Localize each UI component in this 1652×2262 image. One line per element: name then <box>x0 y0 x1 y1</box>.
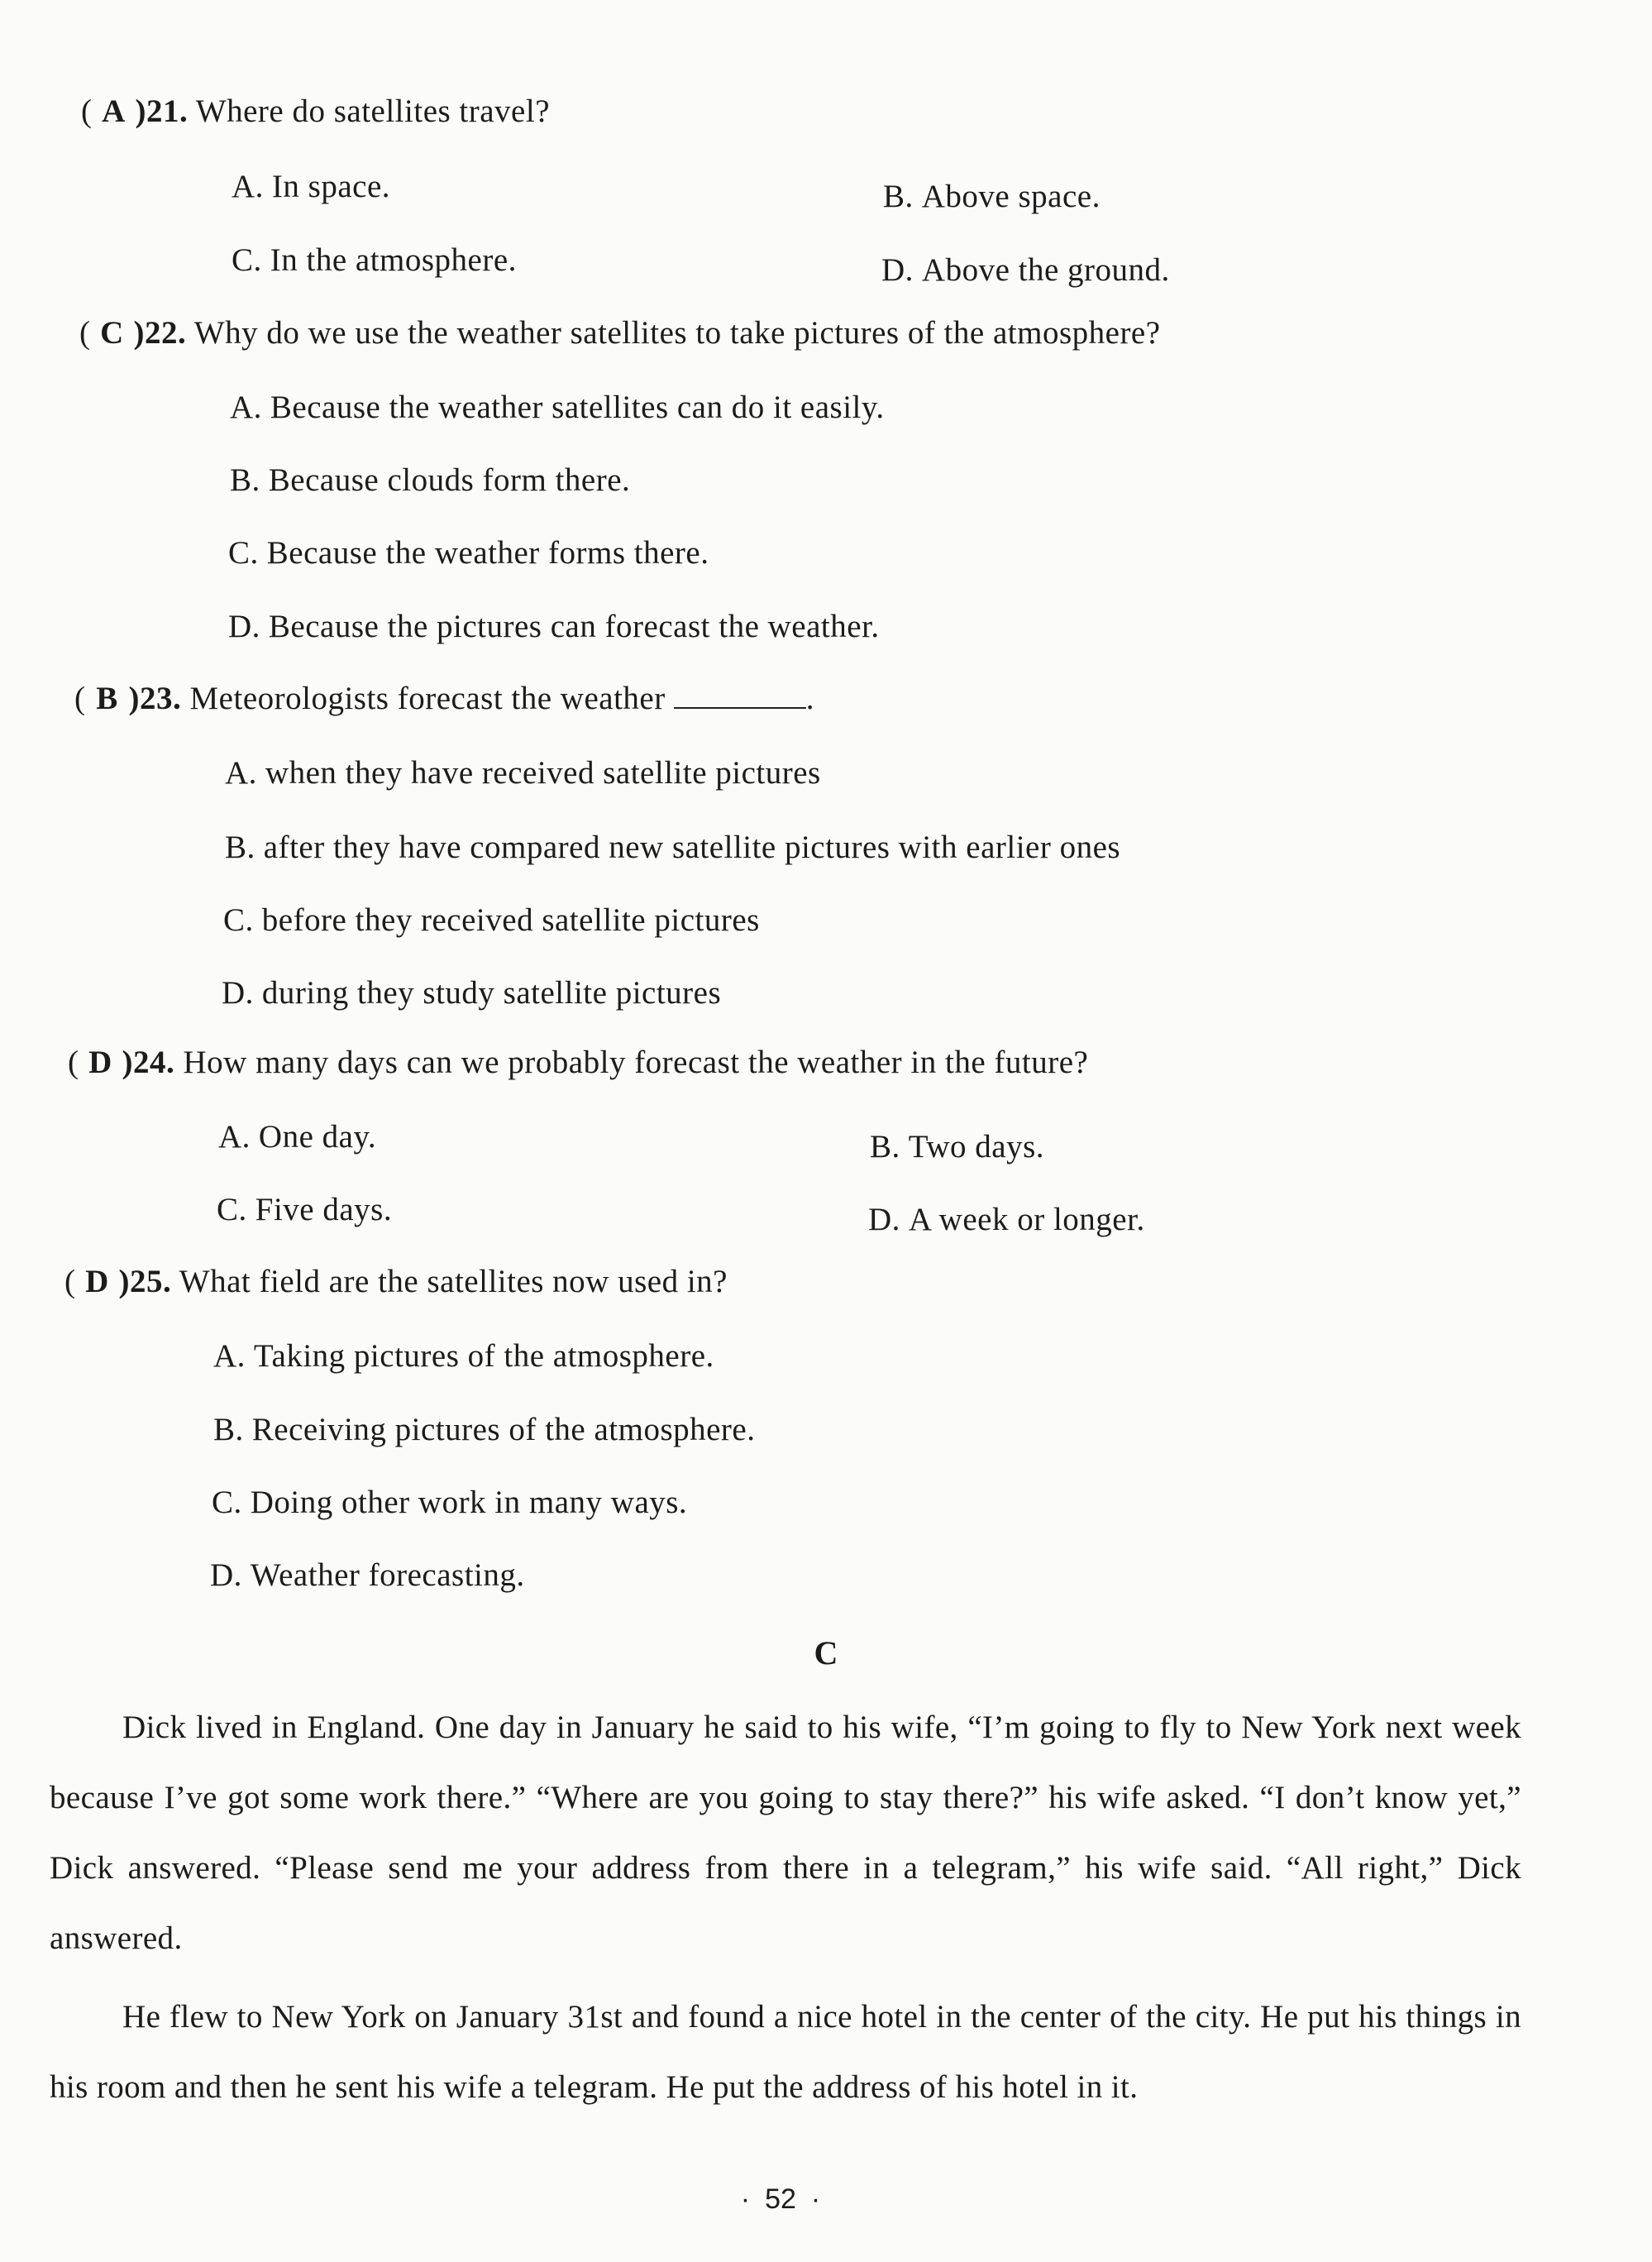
question-text: Where do satellites travel? <box>195 93 551 129</box>
option-23-c: C. before they received satellite pictures <box>223 902 760 938</box>
question-number: )21. <box>135 93 189 129</box>
question-text: What field are the satellites now used in? <box>179 1264 728 1299</box>
question-21: ( A )21. Where do satellites travel? <box>81 93 550 132</box>
answer-mark: B <box>96 681 118 716</box>
option-22-b: B. Because clouds form there. <box>230 462 631 498</box>
option-24-b: B. Two days. <box>870 1129 1045 1164</box>
answer-mark: D <box>88 1045 112 1080</box>
option-25-d: D. Weather forecasting. <box>210 1557 525 1593</box>
option-22-d: D. Because the pictures can forecast the weather. <box>228 609 880 644</box>
question-22: ( C )22. Why do we use the weather satellites to take pictures of the atmosphere? <box>79 314 1161 353</box>
option-24-a: A. One day. <box>218 1119 377 1155</box>
answer-mark: C <box>100 315 124 351</box>
question-number: )24. <box>122 1045 175 1080</box>
option-21-d: D. Above the ground. <box>881 252 1170 288</box>
answer-blank <box>674 682 806 709</box>
question-text: How many days can we probably forecast the weather in the future? <box>183 1045 1089 1080</box>
option-22-c: C. Because the weather forms there. <box>228 535 709 571</box>
option-23-d: D. during they study satellite pictures <box>222 975 722 1011</box>
question-number: )23. <box>128 681 182 716</box>
passage-paragraph-2: He flew to New York on January 31st and found a nice hotel in the center of the city. He put his things in his room and then he sent his wife a telegram. He put the address of his hotel in it. <box>50 1999 1521 2105</box>
option-21-a: A. In space. <box>232 169 391 204</box>
option-25-b: B. Receiving pictures of the atmosphere. <box>213 1412 756 1447</box>
question-text: Why do we use the weather satellites to take pictures of the atmosphere? <box>193 315 1161 351</box>
question-number: )22. <box>133 315 187 351</box>
option-24-c: C. Five days. <box>217 1192 393 1227</box>
question-24: ( D )24. How many days can we probably forecast the weather in the future? <box>68 1044 1088 1083</box>
answer-mark: A <box>102 93 126 129</box>
question-text: Meteorologists forecast the weather <box>189 681 666 716</box>
question-25: ( D )25. What field are the satellites now used in? <box>64 1263 728 1302</box>
section-heading: C <box>814 1634 838 1671</box>
option-21-c: C. In the atmosphere. <box>232 242 517 278</box>
answer-mark: D <box>85 1264 109 1299</box>
option-21-b: B. Above space. <box>883 179 1101 214</box>
option-24-d: D. A week or longer. <box>868 1202 1145 1237</box>
option-25-a: A. Taking pictures of the atmosphere. <box>213 1338 714 1374</box>
passage-paragraph-1: Dick lived in England. One day in January he said to his wife, “I’m going to fly to New York next week because I’ve got some work there.” “Where are you going to stay there?” his wife asked. “I don’t know yet,” Dick answered. “Please send me your address from there in a telegram,” his wife said. “All right,” Dick answered. <box>50 1710 1521 1956</box>
question-23: ( B )23. Meteorologists forecast the weather . <box>74 680 814 719</box>
question-number: )25. <box>118 1264 172 1299</box>
option-23-b: B. after they have compared new satellite pictures with earlier ones <box>225 830 1121 865</box>
option-22-a: A. Because the weather satellites can do it easily. <box>230 390 885 425</box>
page-number: · 52 · <box>740 2183 821 2215</box>
option-23-a: A. when they have received satellite pictures <box>225 755 821 791</box>
option-25-c: C. Doing other work in many ways. <box>212 1485 688 1520</box>
